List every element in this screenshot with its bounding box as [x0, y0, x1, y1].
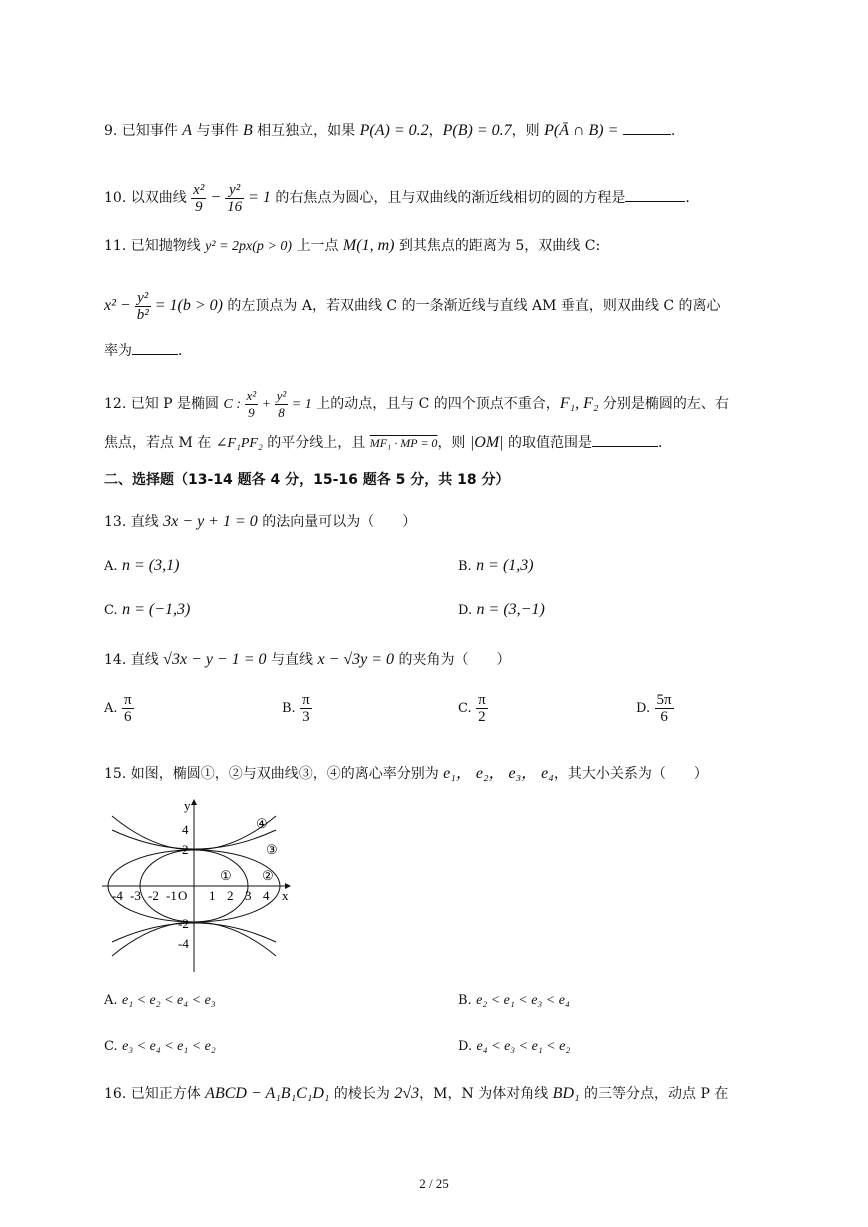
- x-tick-neg2: -2: [148, 888, 159, 903]
- q12-n1: x²: [246, 387, 257, 403]
- q10-den1: 9: [195, 198, 203, 215]
- q12-answer-blank[interactable]: [592, 432, 658, 447]
- q9-event-a: A: [182, 122, 193, 139]
- q14-d-den: 6: [660, 708, 668, 725]
- q12-text-2: 上的动点，且与 C 的四个顶点不重合，: [311, 396, 560, 412]
- q15-stem: 15. 如图，椭圆①，②与双曲线③，④的离心率分别为: [104, 766, 444, 782]
- q10-text-2: 的右焦点为圆心，且与双曲线的渐近线相切的圆的方程是: [270, 190, 626, 206]
- q14-option-b-label: B.: [282, 701, 296, 716]
- question-9: [104, 120, 675, 141]
- q9-prob-a: P(A) = 0.2: [359, 122, 429, 139]
- question-16: [104, 1084, 728, 1104]
- curve-label-2: ②: [262, 868, 274, 883]
- question-12: [104, 384, 729, 425]
- q14-b-den: 3: [302, 708, 310, 725]
- question-15: [104, 764, 708, 784]
- q10-frac-1: [191, 182, 206, 215]
- q12-frac-1: [245, 388, 259, 421]
- q12-d2: 8: [278, 404, 285, 420]
- question-13: [104, 512, 416, 532]
- y-axis-label: y: [184, 798, 191, 813]
- q14-stem: 14. 直线: [104, 652, 164, 668]
- q15-option-d-label: D.: [458, 1039, 473, 1054]
- q15-option-b-label: B.: [458, 993, 472, 1008]
- q11-end: .: [178, 343, 183, 359]
- q15-option-d-value: e₄ < e₃ < e₁ < e₂: [476, 1039, 571, 1054]
- q13-option-c-value: n = (−1,3): [122, 601, 191, 618]
- q10-answer-blank[interactable]: [625, 187, 685, 202]
- q13-post: 的法向量可以为（ ）: [257, 514, 417, 530]
- q12-text-6: ，则: [437, 435, 470, 451]
- q14-option-a-frac: [122, 692, 134, 725]
- q14-option-c-frac: [476, 692, 488, 725]
- q11-frac: [135, 290, 151, 323]
- q14-line-2: x − √3y = 0: [317, 651, 395, 668]
- q13-option-c-label: C.: [104, 603, 118, 618]
- q11-answer-blank[interactable]: [132, 340, 178, 355]
- q14-mid: 与直线: [266, 652, 318, 668]
- q14-option-d-label: D.: [636, 701, 651, 716]
- q13-stem: 13. 直线: [104, 514, 164, 530]
- q16-text: 16. 已知正方体: [104, 1086, 206, 1102]
- q9-comma: ，: [428, 123, 443, 139]
- q14-c-den: 2: [478, 708, 486, 725]
- q13-option-c[interactable]: [104, 600, 190, 621]
- question-10: [104, 178, 690, 218]
- curve-label-1: ①: [220, 868, 232, 883]
- q12-ell-c: C :: [223, 397, 245, 412]
- q13-option-a-label: A.: [104, 559, 118, 574]
- q12-text-4: 焦点，若点 M 在: [104, 435, 216, 451]
- q14-option-c[interactable]: [458, 688, 488, 729]
- q12-text-7: 的取值范围是: [503, 435, 593, 451]
- q12-plus: +: [258, 397, 275, 412]
- q14-option-b-frac: [300, 692, 312, 725]
- q12-end: .: [658, 435, 663, 451]
- q9-end: .: [670, 123, 676, 139]
- x-tick-1: 1: [209, 888, 216, 903]
- section-2-heading: 二、选择题（13-14 题各 4 分，15-16 题各 5 分，共 18 分）: [104, 472, 510, 488]
- question-11-line-2: [104, 286, 721, 326]
- q10-text: 10. 以双曲线: [104, 190, 192, 206]
- q14-a-den: 6: [124, 708, 132, 725]
- q10-den2: 16: [227, 198, 243, 215]
- q13-option-b-value: n = (1,3): [476, 557, 534, 574]
- q13-option-d-label: D.: [458, 603, 473, 618]
- q12-d1: 9: [248, 404, 255, 420]
- x-tick-neg1: -1: [166, 888, 177, 903]
- q14-option-b[interactable]: [282, 688, 312, 729]
- q16-length: 2√3: [394, 1085, 420, 1102]
- q14-c-num: π: [478, 691, 486, 708]
- q16-text-4: 的三等分点，动点 P 在: [579, 1086, 729, 1102]
- q9-text-3: 相互独立，如果: [252, 123, 360, 139]
- q16-text-3: ，M，N 为体对角线: [419, 1086, 553, 1102]
- question-11: [104, 236, 600, 257]
- q13-option-d[interactable]: [458, 600, 545, 621]
- origin-label: O: [178, 888, 188, 903]
- q9-prob-ab: P(Ā ∩ B) =: [544, 122, 619, 139]
- x-tick-neg4: -4: [112, 888, 123, 903]
- q14-d-num: 5π: [656, 691, 672, 708]
- q12-text-3: 分别是椭圆的左、右: [598, 396, 729, 412]
- q14-option-d[interactable]: [636, 688, 674, 729]
- q13-option-b-label: B.: [458, 559, 472, 574]
- x-tick-neg3: -3: [130, 888, 141, 903]
- q12-om: |OM|: [469, 434, 504, 451]
- q12-text-5: 的平分线上，且: [262, 435, 370, 451]
- q14-a-num: π: [123, 691, 132, 708]
- q15-option-c-label: C.: [104, 1039, 118, 1054]
- q13-option-b[interactable]: [458, 556, 534, 577]
- q16-cube: ABCD − A₁B₁C₁D₁: [205, 1085, 330, 1102]
- q9-text-2: 与事件: [192, 123, 243, 139]
- q15-vars: e₁， e₂， e₃， e₄: [443, 765, 554, 782]
- q10-num1: x²: [193, 181, 205, 198]
- q14-option-a-label: A.: [104, 701, 118, 716]
- x-tick-2: 2: [227, 888, 234, 903]
- y-tick-2: 2: [182, 842, 189, 857]
- question-12-line-2: [104, 432, 662, 454]
- q14-post: 的夹角为（ ）: [394, 652, 511, 668]
- q15-option-a-label: A.: [104, 993, 118, 1008]
- q12-angle: ∠F₁PF₂: [215, 436, 263, 451]
- q9-then: ，则: [511, 123, 545, 139]
- q11-hyp-den: b²: [136, 306, 149, 323]
- q11-hyp-num: y²: [135, 290, 151, 307]
- q15-post: ，其大小关系为（ ）: [553, 766, 708, 782]
- q10-eq: = 1: [244, 189, 271, 206]
- q9-event-b: B: [242, 122, 253, 139]
- q15-option-c[interactable]: [104, 1036, 216, 1057]
- q11-parabola: y² = 2px(p > 0): [205, 239, 293, 254]
- curve-label-4: ④: [256, 816, 268, 831]
- q11-tail: 率为: [104, 343, 132, 359]
- q14-option-a[interactable]: [104, 688, 134, 729]
- q14-option-d-frac: [655, 692, 674, 725]
- x-tick-3: 3: [245, 888, 252, 903]
- q12-dot-product: MF₁ · MP = 0: [369, 436, 438, 450]
- y-tick-neg2: -2: [178, 916, 189, 931]
- x-tick-4: 4: [263, 888, 270, 903]
- q16-diagonal: BD₁: [552, 1085, 580, 1102]
- q9-prob-b: P(B) = 0.7: [442, 122, 512, 139]
- q11-text-4: 的左顶点为 A，若双曲线 C 的一条渐近线与直线 AM 垂直，则双曲线 C 的离心: [222, 298, 721, 314]
- q15-option-a[interactable]: [104, 990, 216, 1011]
- q15-option-d[interactable]: [458, 1036, 570, 1057]
- q15-option-b-value: e₂ < e₁ < e₃ < e₄: [476, 993, 570, 1008]
- q15-option-c-value: e₃ < e₄ < e₁ < e₂: [122, 1039, 216, 1054]
- q13-line: 3x − y + 1 = 0: [163, 513, 258, 530]
- q15-option-b[interactable]: [458, 990, 570, 1011]
- q11-hyp-b: = 1(b > 0): [150, 297, 223, 314]
- page-number: 2 / 25: [419, 1176, 449, 1191]
- q13-option-d-value: n = (3,−1): [476, 601, 545, 618]
- curve-label-3: ③: [266, 842, 278, 857]
- y-tick-neg4: -4: [178, 936, 189, 951]
- y-tick-4: 4: [182, 822, 189, 837]
- q12-n2: y²: [276, 387, 287, 403]
- q11-point: M(1, m): [342, 237, 395, 254]
- q9-text: 9. 已知事件: [104, 123, 183, 139]
- q10-minus: −: [206, 189, 226, 206]
- q12-foci: F₁, F₂: [559, 395, 599, 412]
- question-11-line-3: [104, 340, 182, 361]
- q15-option-a-value: e₁ < e₂ < e₄ < e₃: [121, 993, 216, 1008]
- q16-text-2: 的棱长为: [329, 1086, 395, 1102]
- q10-num2: y²: [225, 182, 244, 199]
- q15-figure-conics: [98, 796, 298, 976]
- q14-line-1: √3x − y − 1 = 0: [163, 651, 267, 668]
- q14-b-num: π: [302, 691, 310, 708]
- q9-answer-blank[interactable]: [623, 120, 671, 135]
- q12-eq: = 1: [288, 397, 312, 412]
- q10-end: .: [685, 190, 690, 206]
- q10-frac-2: [225, 182, 244, 215]
- q11-hyp-a: x² −: [104, 297, 135, 314]
- q13-option-a-value: n = (3,1): [121, 557, 180, 574]
- x-axis-label: x: [282, 888, 289, 903]
- q12-text: 12. 已知 P 是椭圆: [104, 396, 224, 412]
- q13-option-a[interactable]: [104, 556, 179, 577]
- q11-text-3: 到其焦点的距离为 5，双曲线 C:: [394, 238, 601, 254]
- q11-text-2: 上一点: [292, 238, 343, 254]
- question-14: [104, 650, 510, 670]
- q11-text: 11. 已知抛物线: [104, 238, 206, 254]
- q12-frac-2: [275, 388, 289, 421]
- q14-option-c-label: C.: [458, 701, 472, 716]
